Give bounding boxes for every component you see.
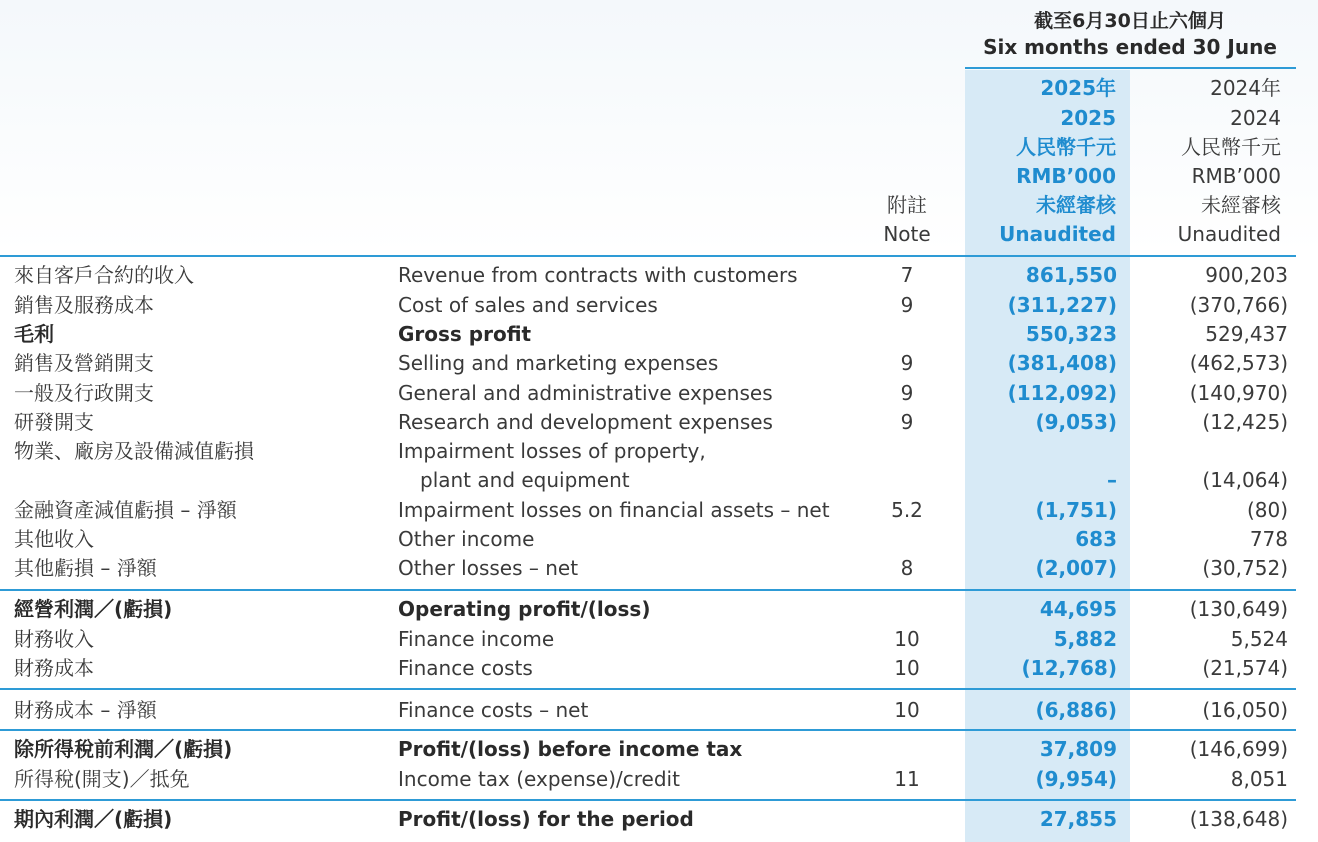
previous-currency: RMB’000 (1191, 164, 1281, 188)
table-row (0, 625, 1318, 654)
period-title-en: Six months ended 30 June (983, 35, 1277, 59)
table-row (0, 765, 1318, 794)
row-current-value: (1,751) (1035, 498, 1117, 522)
row-label-en: Finance costs – net (398, 698, 589, 722)
current-year: 2025 (1060, 106, 1116, 130)
row-current-value: (9,954) (1035, 767, 1117, 791)
row-label-en: Impairment losses of property, (398, 439, 706, 463)
row-note: 11 (894, 767, 920, 791)
row-current-value: 550,323 (1025, 322, 1117, 346)
subtotal-rule (0, 589, 1296, 591)
row-label-zh: 銷售及營銷開支 (14, 351, 154, 375)
table-row (0, 379, 1318, 408)
note-header-en: Note (883, 222, 931, 246)
row-label-en: Finance income (398, 627, 555, 651)
row-label-en: General and administrative expenses (398, 381, 773, 405)
row-previous-value: 5,524 (1230, 627, 1288, 651)
row-label-en: Cost of sales and services (398, 293, 658, 317)
row-label-en: Profit/(loss) for the period (398, 807, 694, 831)
table-row (0, 291, 1318, 320)
current-audit-zh: 未經審核 (1036, 193, 1116, 217)
table-row (0, 466, 1318, 495)
row-note: 7 (900, 263, 914, 287)
header-rule (0, 255, 1296, 257)
row-previous-value: (370,766) (1189, 293, 1288, 317)
row-label-en-continued: plant and equipment (420, 468, 630, 492)
row-previous-value: (146,699) (1189, 737, 1288, 761)
current-year-zh: 2025年 (1040, 76, 1116, 100)
row-previous-value: (30,752) (1202, 556, 1288, 580)
row-note: 10 (894, 698, 920, 722)
row-label-en: Other losses – net (398, 556, 579, 580)
row-previous-value: (130,649) (1189, 597, 1288, 621)
row-label-zh: 經營利潤／(虧損) (14, 597, 173, 621)
row-label-zh: 財務成本 (14, 656, 94, 680)
row-current-value: 861,550 (1025, 263, 1117, 287)
row-label-zh: 期內利潤／(虧損) (14, 807, 173, 831)
row-label-zh: 其他虧損 – 淨額 (14, 556, 157, 580)
previous-audit-zh: 未經審核 (1201, 193, 1281, 217)
row-label-zh: 物業、廠房及設備減值虧損 (14, 439, 254, 463)
row-current-value: (381,408) (1007, 351, 1117, 375)
row-previous-value: (14,064) (1202, 468, 1288, 492)
row-label-zh: 財務成本 – 淨額 (14, 698, 157, 722)
row-note: 9 (900, 351, 914, 375)
row-label-en: Profit/(loss) before income tax (398, 737, 743, 761)
period-title-zh: 截至6月30日止六個月 (1034, 10, 1226, 32)
row-label-zh: 財務收入 (14, 627, 94, 651)
row-label-zh: 毛利 (14, 322, 54, 346)
subtotal-rule (0, 729, 1296, 731)
row-previous-value: (21,574) (1202, 656, 1288, 680)
subtotal-rule (0, 799, 1296, 801)
current-currency-zh: 人民幣千元 (1016, 135, 1116, 159)
row-label-zh: 銷售及服務成本 (14, 293, 154, 317)
row-note: 10 (894, 627, 920, 651)
row-note: 5.2 (891, 498, 923, 522)
row-current-value: 683 (1075, 527, 1117, 551)
row-previous-value: (462,573) (1189, 351, 1288, 375)
row-previous-value: 778 (1249, 527, 1288, 551)
row-label-zh: 所得稅(開支)／抵免 (14, 767, 190, 791)
table-row (0, 595, 1318, 624)
row-label-zh: 除所得稅前利潤／(虧損) (14, 737, 233, 761)
row-label-en: Finance costs (398, 656, 533, 680)
row-note: 9 (900, 410, 914, 434)
row-current-value: (311,227) (1007, 293, 1117, 317)
row-note: 10 (894, 656, 920, 680)
table-row (0, 349, 1318, 378)
table-row (0, 261, 1318, 290)
previous-year-zh: 2024年 (1210, 76, 1281, 100)
current-audit: Unaudited (999, 222, 1116, 246)
row-previous-value: (140,970) (1189, 381, 1288, 405)
row-current-value: – (1107, 468, 1117, 492)
row-previous-value: 8,051 (1230, 767, 1288, 791)
row-current-value: (12,768) (1021, 656, 1117, 680)
row-current-value: 37,809 (1039, 737, 1117, 761)
row-label-en: Revenue from contracts with customers (398, 263, 798, 287)
previous-audit: Unaudited (1177, 222, 1281, 246)
table-row (0, 320, 1318, 349)
row-label-zh: 金融資產減值虧損 – 淨額 (14, 498, 237, 522)
row-label-zh: 一般及行政開支 (14, 381, 154, 405)
row-label-zh: 來自客戶合約的收入 (14, 263, 194, 287)
table-row (0, 437, 1318, 466)
row-previous-value: (80) (1246, 498, 1288, 522)
subtotal-rule (0, 688, 1296, 690)
row-current-value: (112,092) (1007, 381, 1117, 405)
row-previous-value: (138,648) (1189, 807, 1288, 831)
table-row (0, 554, 1318, 583)
table-row (0, 805, 1318, 834)
table-row (0, 408, 1318, 437)
table-row (0, 525, 1318, 554)
row-label-en: Research and development expenses (398, 410, 773, 434)
row-current-value: (2,007) (1035, 556, 1117, 580)
note-header-zh: 附註 (887, 193, 927, 217)
row-current-value: 5,882 (1053, 627, 1117, 651)
row-note: 9 (900, 381, 914, 405)
row-label-zh: 研發開支 (14, 410, 94, 434)
row-note: 9 (900, 293, 914, 317)
table-row (0, 654, 1318, 683)
table-row (0, 735, 1318, 764)
row-label-en: Impairment losses on financial assets – net (398, 498, 830, 522)
row-current-value: 27,855 (1039, 807, 1117, 831)
row-label-en: Gross profit (398, 322, 532, 346)
row-note: 8 (900, 556, 914, 580)
row-previous-value: 529,437 (1205, 322, 1288, 346)
row-previous-value: 900,203 (1205, 263, 1288, 287)
previous-year: 2024 (1230, 106, 1281, 130)
table-row (0, 696, 1318, 725)
row-label-en: Selling and marketing expenses (398, 351, 719, 375)
current-currency: RMB’000 (1016, 164, 1116, 188)
row-current-value: (9,053) (1035, 410, 1117, 434)
table-row (0, 496, 1318, 525)
row-label-zh: 其他收入 (14, 527, 94, 551)
row-previous-value: (16,050) (1202, 698, 1288, 722)
previous-currency-zh: 人民幣千元 (1181, 135, 1281, 159)
row-current-value: (6,886) (1035, 698, 1117, 722)
row-label-en: Other income (398, 527, 535, 551)
period-rule (965, 67, 1296, 69)
row-previous-value: (12,425) (1202, 410, 1288, 434)
row-current-value: 44,695 (1039, 597, 1117, 621)
row-label-en: Income tax (expense)/credit (398, 767, 680, 791)
row-label-en: Operating profit/(loss) (398, 597, 651, 621)
